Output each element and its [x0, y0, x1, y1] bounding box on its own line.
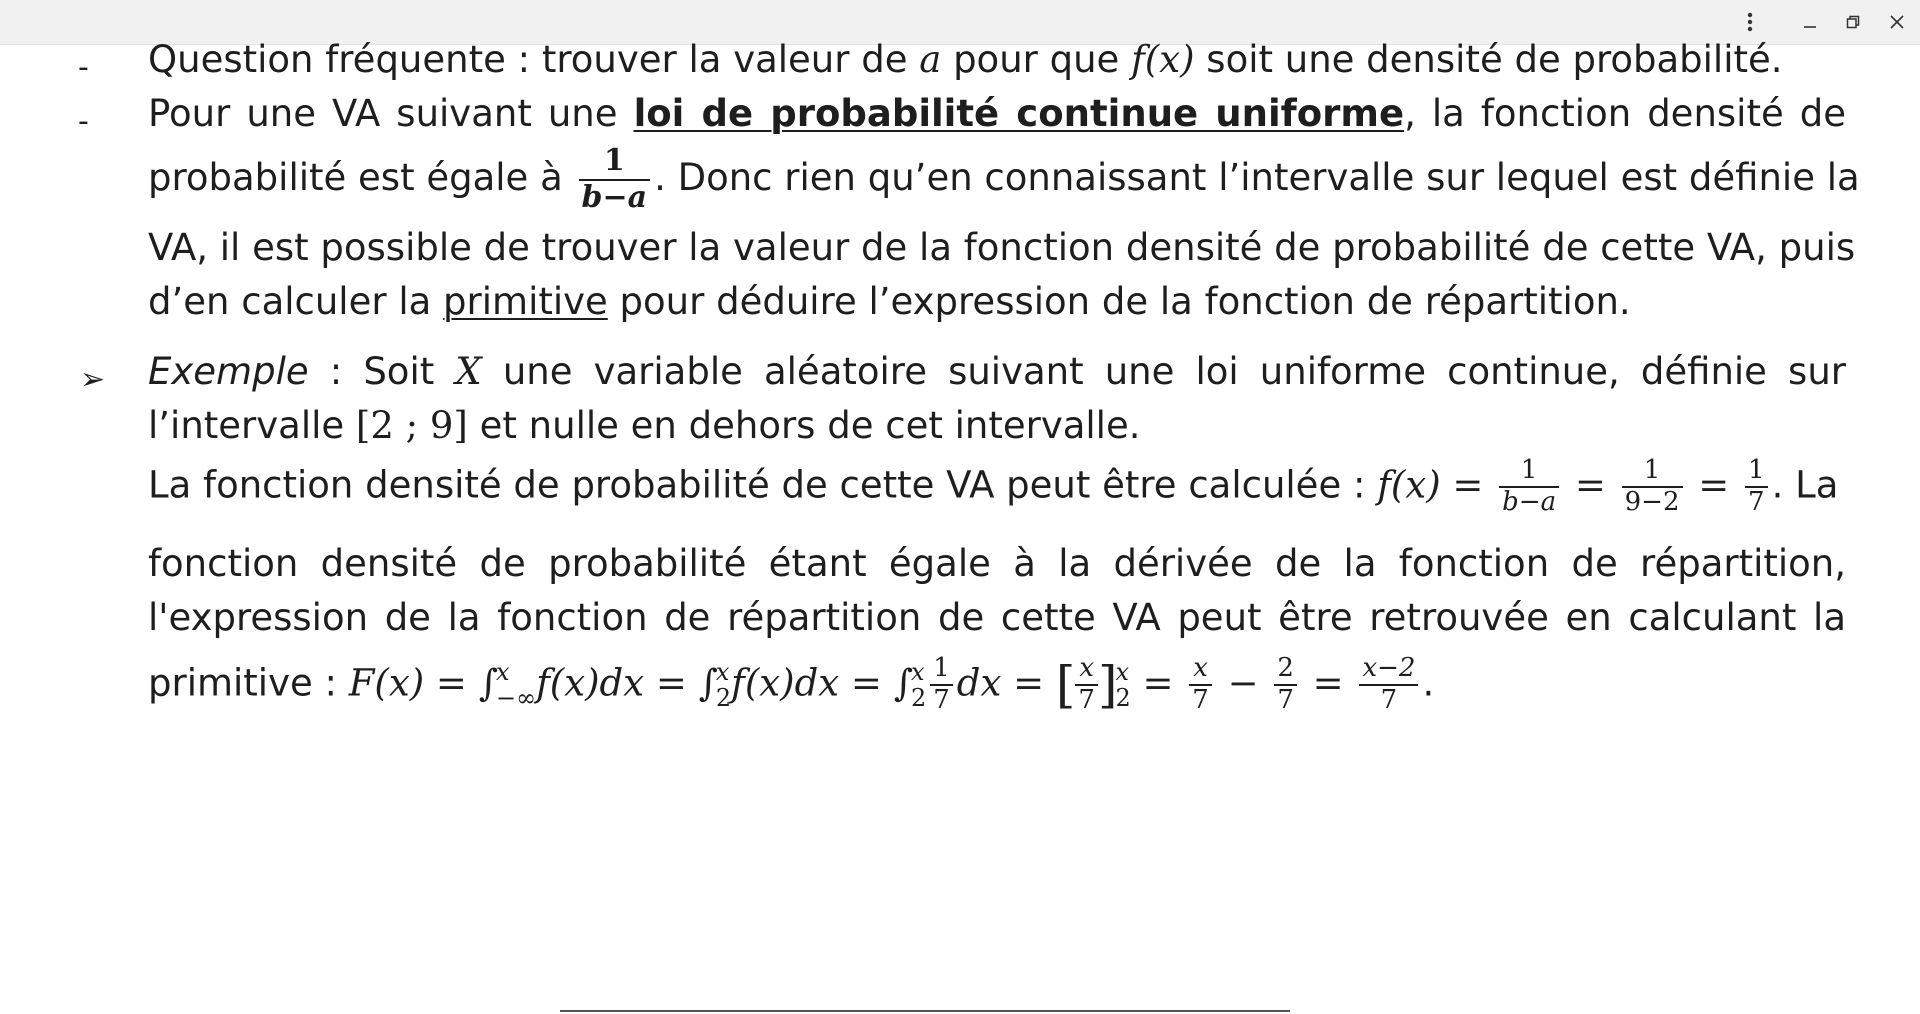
- minimize-icon[interactable]: [1793, 6, 1827, 38]
- fraction: $\frac{2}{7}$: [1274, 654, 1297, 716]
- integral-bounds: x 2: [910, 657, 927, 712]
- example-line-4: fonction densité de probabilité étant égale à la dérivée de la fonction de répartition,: [148, 542, 1846, 585]
- example-line-2: l’intervalle [2 ; 9] et nulle en dehors de cet intervalle.: [148, 404, 1141, 447]
- example-line-5: l'expression de la fonction de répartition de cette VA peut être retrouvée en calculant la: [148, 596, 1846, 639]
- document-page: [0, 38, 1920, 1014]
- fraction: $\frac{1}{9-2}$: [1622, 456, 1683, 518]
- more-vert-icon[interactable]: [1733, 6, 1767, 38]
- close-icon[interactable]: [1880, 6, 1914, 38]
- fraction: $\frac{1}{b-a}$: [1499, 456, 1559, 518]
- paragraph-line-va: VA, il est possible de trouver la valeur de la fonction densité de probabilité de cette VA, puis: [148, 226, 1856, 269]
- example-line-1: Exemple : Soit X une variable aléatoire suivant une loi uniforme continue, définie sur: [148, 350, 1846, 393]
- fraction-one-over-b-minus-a: $\frac{1}{b-a}$: [579, 144, 651, 215]
- example-line-density-calc: La fonction densité de probabilité de cette VA peut être calculée : f(x) = $\frac{1}{b-a}$ = $\frac{1}{9-2}$ = $\frac{1}{7}$ . La: [148, 455, 1839, 517]
- paragraph-line-density: probabilité est égale à $\frac{1}{b-a}$ . Donc rien qu’en connaissant l’intervalle sur lequel est définie la: [148, 143, 1860, 215]
- bullet-dash: -: [78, 104, 89, 139]
- bullet-dash: -: [78, 50, 89, 85]
- example-line-primitive-formula: primitive : F(x) = ∫ x −∞ f(x)dx = ∫ x 2 f(x)dx = ∫ x 2 $\frac{1}{7}$ dx = [ $\frac{x}{7}$ ] x 2 = $\frac{x}{7}$ − $\frac{2}{7}$ = $\frac{x-2}{7}$ .: [148, 653, 1435, 715]
- fraction: $\frac{1}{7}$: [930, 654, 953, 716]
- arrow-bullet-icon: ➢: [80, 362, 106, 397]
- integral-bounds: x 2: [715, 657, 732, 712]
- underlined-primitive: primitive: [443, 280, 608, 323]
- underlined-term: loi de probabilité continue uniforme: [633, 92, 1405, 135]
- bracket-bounds: x 2: [1115, 657, 1131, 712]
- paragraph-line-primitive: d’en calculer la primitive pour déduire l’expression de la fonction de répartition.: [148, 280, 1631, 323]
- fraction: $\frac{x}{7}$: [1075, 654, 1098, 716]
- integral-bounds: x −∞: [495, 657, 537, 712]
- paragraph-line-uniform: Pour une VA suivant une loi de probabilité continue uniforme, la fonction densité de: [148, 92, 1846, 135]
- scan-divider: [560, 1010, 1290, 1012]
- restore-icon[interactable]: [1836, 6, 1870, 38]
- fraction: $\frac{1}{7}$: [1745, 456, 1768, 518]
- fraction: $\frac{x-2}{7}$: [1359, 654, 1418, 716]
- paragraph-line-question: Question fréquente : trouver la valeur de a pour que f(x) soit une densité de probabilité.: [148, 38, 1783, 81]
- fraction: $\frac{x}{7}$: [1189, 654, 1212, 716]
